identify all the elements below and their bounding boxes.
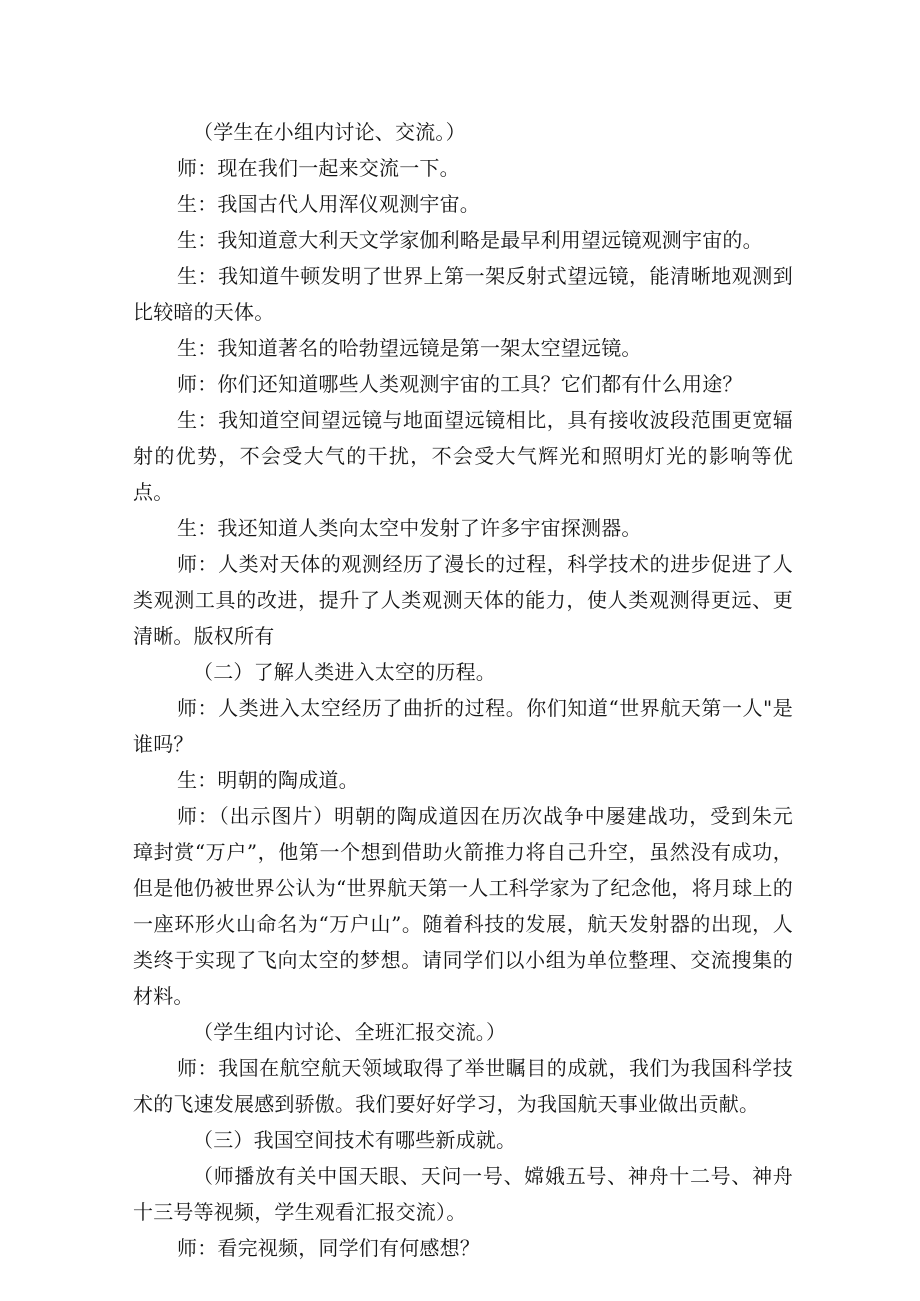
paragraph: （师播放有关中国天眼、天问一号、嫦娥五号、神舟十二号、神舟十三号等视频，学生观看汇报交流）。 [133, 1164, 793, 1224]
paragraph: 生：我知道著名的哈勃望远镜是第一架太空望远镜。 [177, 336, 642, 360]
paragraph: 生：明朝的陶成道。 [177, 768, 359, 792]
paragraph: 生：我知道意大利天文学家伽利略是最早利用望远镜观测宇宙的。 [177, 228, 763, 252]
section-heading: （二）了解人类进入太空的历程。 [193, 660, 496, 684]
paragraph: （学生组内讨论、全班汇报交流。） [193, 1020, 507, 1044]
paragraph: 生：我还知道人类向太空中发射了许多宇宙探测器。 [177, 516, 642, 540]
paragraph: 生：我国古代人用浑仪观测宇宙。 [177, 192, 480, 216]
paragraph: 生：我知道空间望远镜与地面望远镜相比，具有接收波段范围更宽辐射的优势，不会受大气的干扰，不会受大气辉光和照明灯光的影响等优点。 [133, 408, 793, 504]
paragraph: 师：我国在航空航天领域取得了举世瞩目的成就，我们为我国科学技术的飞速发展感到骄傲。我们要好好学习，为我国航天事业做出贡献。 [133, 1056, 793, 1116]
paragraph: 生：我知道牛顿发明了世界上第一架反射式望远镜，能清晰地观测到比较暗的天体。 [133, 264, 793, 324]
paragraph: 师：（出示图片）明朝的陶成道因在历次战争中屡建战功，受到朱元璋封赏“万户”，他第一个想到借助火箭推力将自己升空，虽然没有成功，但是他仍被世界公认为“世界航天第一人工科学家为了纪念他，将月球上的一座环形火山命名为“万户山”。随着科技的发展，航天发射器的出现，人类终于实现了飞向太空的梦想。请同学们以小组为单位整理、交流搜集的材料。 [133, 804, 793, 1008]
paragraph: 师：现在我们一起来交流一下。 [177, 156, 460, 180]
section-heading: （三）我国空间技术有哪些新成就。 [193, 1128, 517, 1152]
paragraph: 师：看完视频，同学们有何感想？ [177, 1236, 480, 1260]
document-body [133, 114, 793, 1266]
paragraph: 师：人类对天体的观测经历了漫长的过程，科学技术的进步促进了人类观测工具的改进，提升了人类观测天体的能力，使人类观测得更远、更清晰。版权所有 [133, 552, 793, 648]
paragraph: （学生在小组内讨论、交流。） [193, 120, 466, 144]
paragraph: 师：你们还知道哪些人类观测宇宙的工具？它们都有什么用途？ [177, 372, 743, 396]
paragraph: 师：人类进入太空经历了曲折的过程。你们知道“世界航天第一人"是谁吗？ [133, 696, 793, 756]
